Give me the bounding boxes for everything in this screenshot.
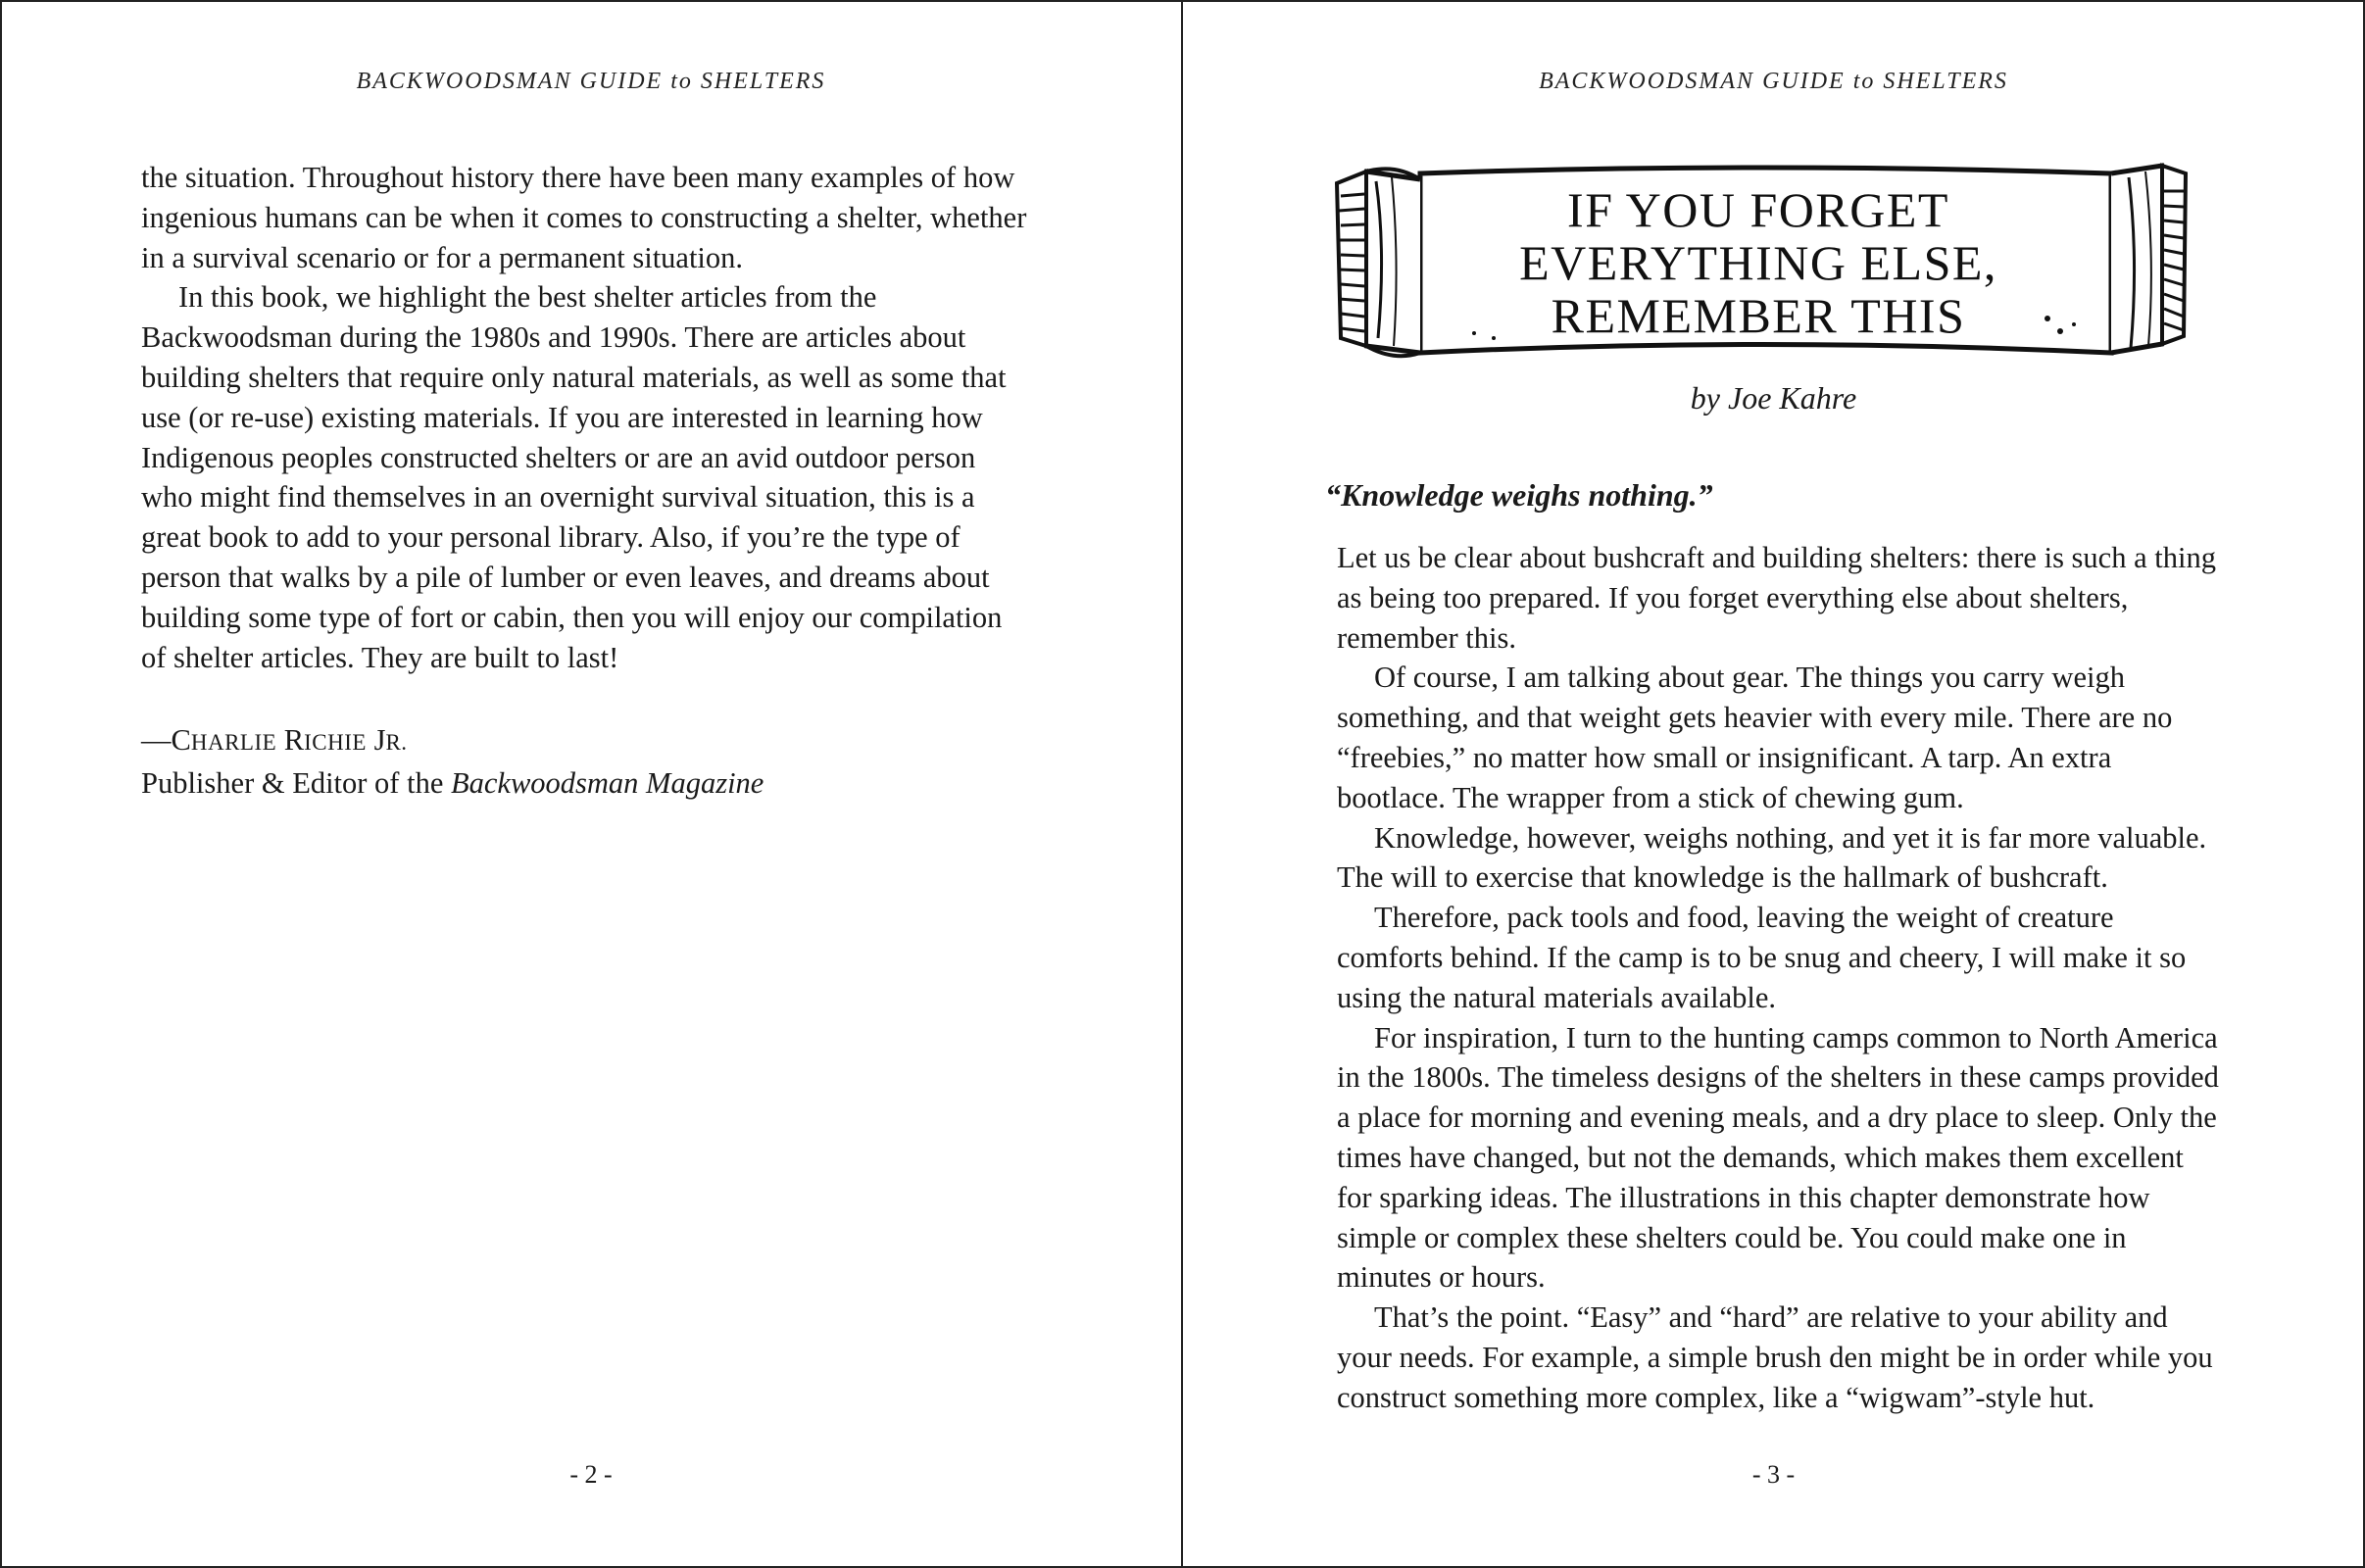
author-byline: by Joe Kahre <box>1690 380 1857 416</box>
signature-block <box>141 720 764 804</box>
chapter-title-line: IF YOU FORGET <box>1567 182 1949 237</box>
chapter-title-line: REMEMBER THIS <box>1551 288 1966 343</box>
chapter-title <box>1405 183 2111 342</box>
left-page <box>0 0 1182 1568</box>
paragraph: Knowledge, however, weighs nothing, and yet it is far more valuable. The will to exercise that knowledge is the hallmark of bushcraft. <box>1337 820 2207 895</box>
page-number: - 2 - <box>569 1460 613 1489</box>
page-number: - 3 - <box>1751 1460 1796 1489</box>
paragraph: In this book, we highlight the best shelter articles from the Backwoodsman during the 1980s and 1990s. There are articles about building shelters that require only natural materials, as well as some that use (or re-use) existing materials. If you are interested in learning how Indigenous peoples constructed shelters or are an avid outdoor person who might find themselves in an overnight survival situation, this is a great book to add to your personal library. Also, if you’re the type of person that walks by a pile of lumber or even leaves, and dreams about building some type of fort or cabin, then you will enjoy our compilation of shelter articles. They are built to last! <box>141 280 1007 674</box>
chapter-title-line: EVERYTHING ELSE, <box>1519 235 1997 290</box>
signature-role: Publisher & Editor of the Backwoodsman Magazine <box>141 765 764 800</box>
left-body-text <box>141 158 1033 677</box>
running-head: BACKWOODSMAN GUIDE to SHELTERS <box>1539 69 2008 94</box>
right-body-text <box>1337 538 2219 1418</box>
chapter-title-banner <box>1327 152 2190 368</box>
paragraph: Let us be clear about bushcraft and building shelters: there is such a thing as being too prepared. If you forget everything else about shelters, remember this. <box>1337 541 2216 655</box>
running-head: BACKWOODSMAN GUIDE to SHELTERS <box>356 69 826 94</box>
signature-name: —CHARLIE RICHIE JR. <box>141 723 408 757</box>
paragraph: For inspiration, I turn to the hunting camps common to North America in the 1800s. The timeless designs of the shelters in these camps provided a place for morning and evening meals, and a dry place to sleep. Only the times have changed, but not the demands, which makes them excellent for sparking ideas. The illustrations in this chapter demonstrate how simple or complex these shelters could be. You could make one in minutes or hours. <box>1337 1020 2219 1295</box>
paragraph: the situation. Throughout history there have been many examples of how ingenious humans can be when it comes to constructing a shelter, whether in a survival scenario or for a permanent situation. <box>141 161 1027 274</box>
pull-quote: “Knowledge weighs nothing.” <box>1325 477 1713 513</box>
paragraph: Therefore, pack tools and food, leaving the weight of creature comforts behind. If the camp is to be snug and cheery, I will make it so using the natural materials available. <box>1337 901 2187 1014</box>
paragraph: Of course, I am talking about gear. The things you carry weigh something, and that weight gets heavier with every mile. There are no “freebies,” no matter how small or insignificant. A tarp. An extra bootlace. The wrapper from a stick of chewing gum. <box>1337 661 2173 814</box>
paragraph: That’s the point. “Easy” and “hard” are relative to your ability and your needs. For example, a simple brush den might be in order while you construct something more complex, like a “wigwam”-style hut. <box>1337 1300 2213 1414</box>
